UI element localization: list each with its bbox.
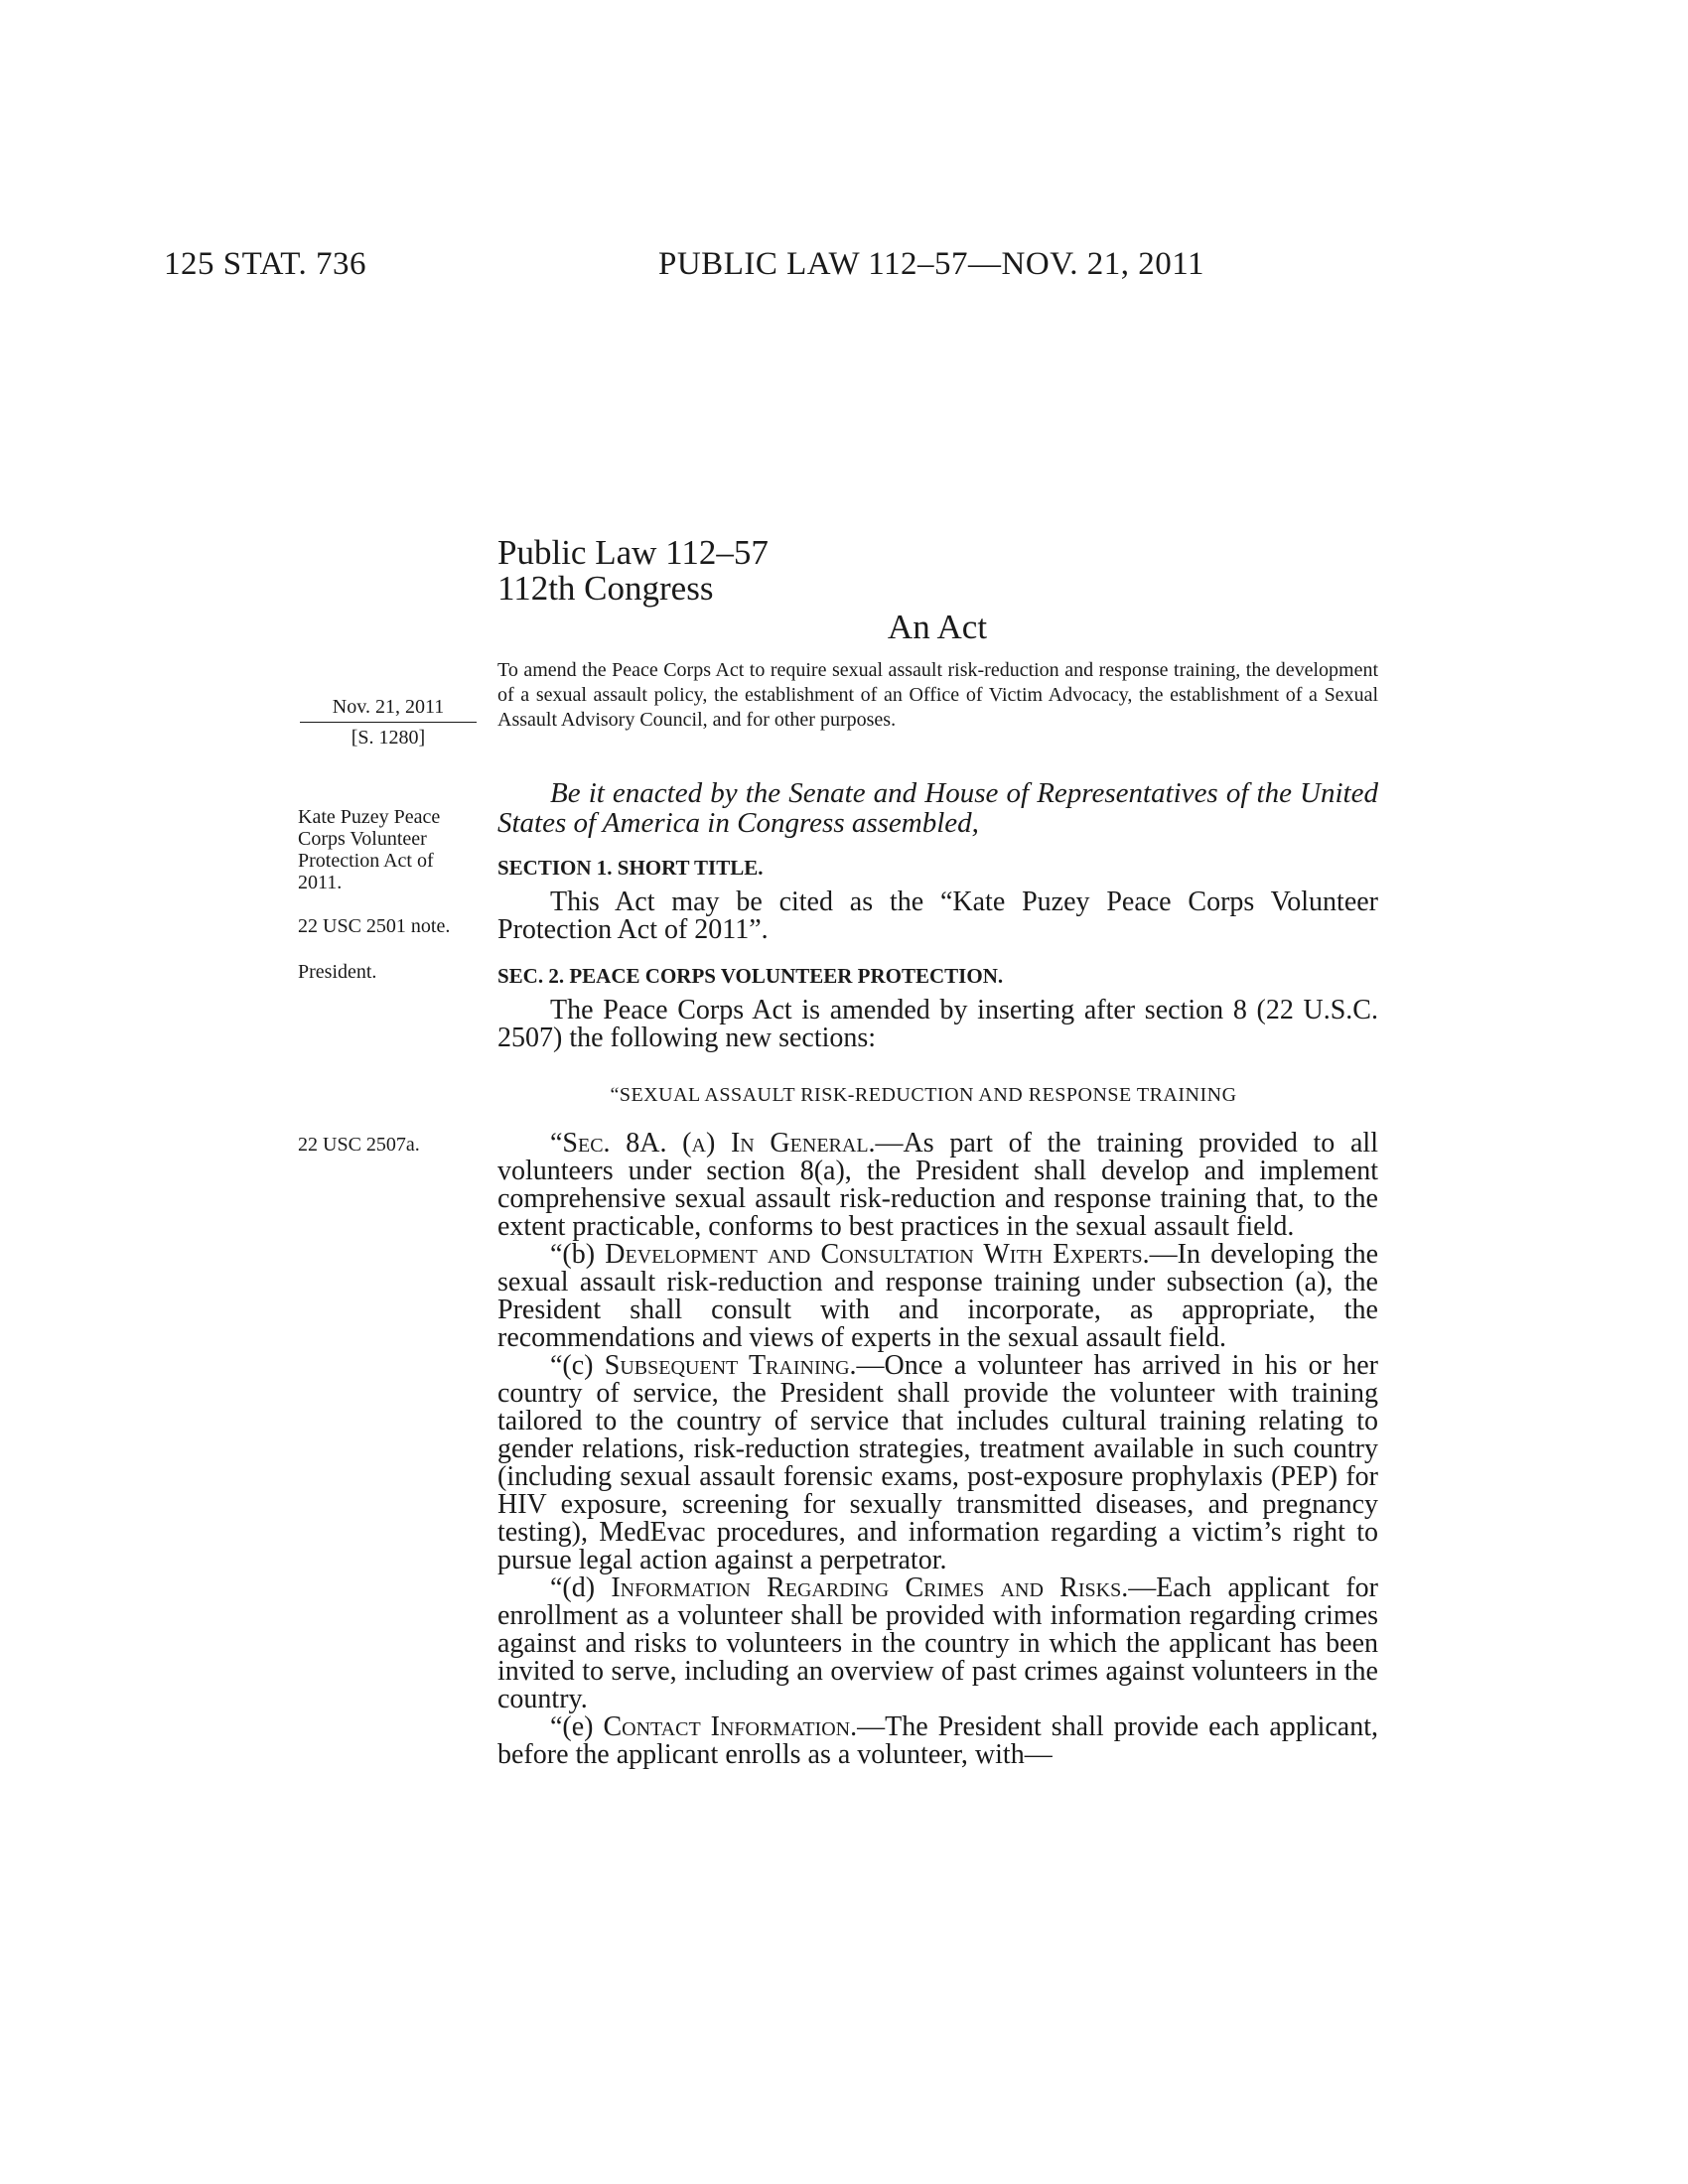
subsection-e-heading: Contact Information. [603,1711,858,1742]
subsection-c-prefix: “(c) [550,1350,605,1381]
section-1-heading: SECTION 1. SHORT TITLE. [497,856,764,880]
section-2-text: The Peace Corps Act is amended by inserting after section 8 (22 U.S.C. 2507) the following new sections: [497,995,1378,1053]
margin-date-note [300,692,477,752]
margin-president-note: President. [298,961,377,983]
subsection-a-heading: In General. [730,1128,876,1159]
sec-8a-body [497,1130,1378,1769]
congress-label: 112th Congress [497,569,714,608]
subsection-d-text: —Each applicant for enrollment as a volunteer shall be provided with information regarding crimes against and risks to volunteers in the country in which the applicant has been invited to serve, including an overview of past crimes against volunteers in the country. [497,1572,1378,1714]
subsection-d [497,1574,1378,1713]
subsection-b-prefix: “(b) [550,1239,606,1270]
running-header-page: 125 STAT. 736 [164,246,367,282]
subsection-d-heading: Information Regarding Crimes and Risks. [611,1572,1129,1603]
margin-date: Nov. 21, 2011 [332,696,445,718]
margin-usc-2507a: 22 USC 2507a. [298,1134,420,1156]
act-label: An Act [887,608,988,646]
subsection-c [497,1352,1378,1574]
act-purpose: To amend the Peace Corps Act to require sexual assault risk-reduction and response training, the development of a sexual assault policy, the establishment of an Office of Victim Advocacy, the establishment of a Sexual Assault Advisory Council, and for other purposes. [497,659,1378,731]
subsection-e [497,1713,1378,1769]
enacting-clause: Be it enacted by the Senate and House of Representatives of the United States of America in Congress assembled, [497,777,1378,839]
subsection-a-prefix: “Sec. 8A. (a) [550,1128,731,1159]
margin-short-title-note: Kate Puzey Peace Corps Volunteer Protection Act of 2011. [298,806,441,893]
section-2-heading: SEC. 2. PEACE CORPS VOLUNTEER PROTECTION. [497,964,1004,988]
subsection-c-heading: Subsequent Training. [604,1350,857,1381]
section-1-text: This Act may be cited as the “Kate Puzey Peace Corps Volunteer Protection Act of 2011”. [497,887,1378,945]
subsection-c-text: —Once a volunteer has arrived in his or her country of service, the President shall provide the volunteer with training tailored to the country of service that includes cultural training relating to gender relations, risk-reduction strategies, treatment available in such country (including sexual assault forensic exams, post-exposure prophylaxis (PEP) for HIV exposure, screening for sexually transmitted diseases, and pregnancy testing), MedEvac procedures, and information regarding a victim’s right to pursue legal action against a perpetrator. [497,1350,1378,1575]
margin-bill-number: [S. 1280] [351,727,426,749]
subsection-b-text: —In developing the sexual assault risk-reduction and response training under subsection (a), the President shall consult with and incorporate, as appropriate, the recommendations and views of experts in the sexual assault field. [497,1239,1379,1353]
subsection-e-prefix: “(e) [550,1711,604,1742]
subsection-b [497,1241,1378,1352]
margin-usc-note: 22 USC 2501 note. [298,915,451,937]
subsection-b-heading: Development and Consultation With Experts. [605,1239,1150,1270]
public-law-number: Public Law 112–57 [497,533,769,572]
subsection-e-text: —The President shall provide each applicant, before the applicant enrolls as a volunteer, with— [497,1711,1379,1770]
subsection-a-text: —As part of the training provided to all volunteers under section 8(a), the President shall develop and implement comprehensive sexual assault risk-reduction and response training that, to the extent practicable, conforms to best practices in the sexual assault field. [497,1128,1378,1242]
subsection-a [497,1130,1378,1241]
subsection-d-prefix: “(d) [550,1572,612,1603]
running-header-title: PUBLIC LAW 112–57—NOV. 21, 2011 [658,246,1205,282]
inserted-section-heading: “SEXUAL ASSAULT RISK-REDUCTION AND RESPONSE TRAINING [610,1084,1237,1106]
